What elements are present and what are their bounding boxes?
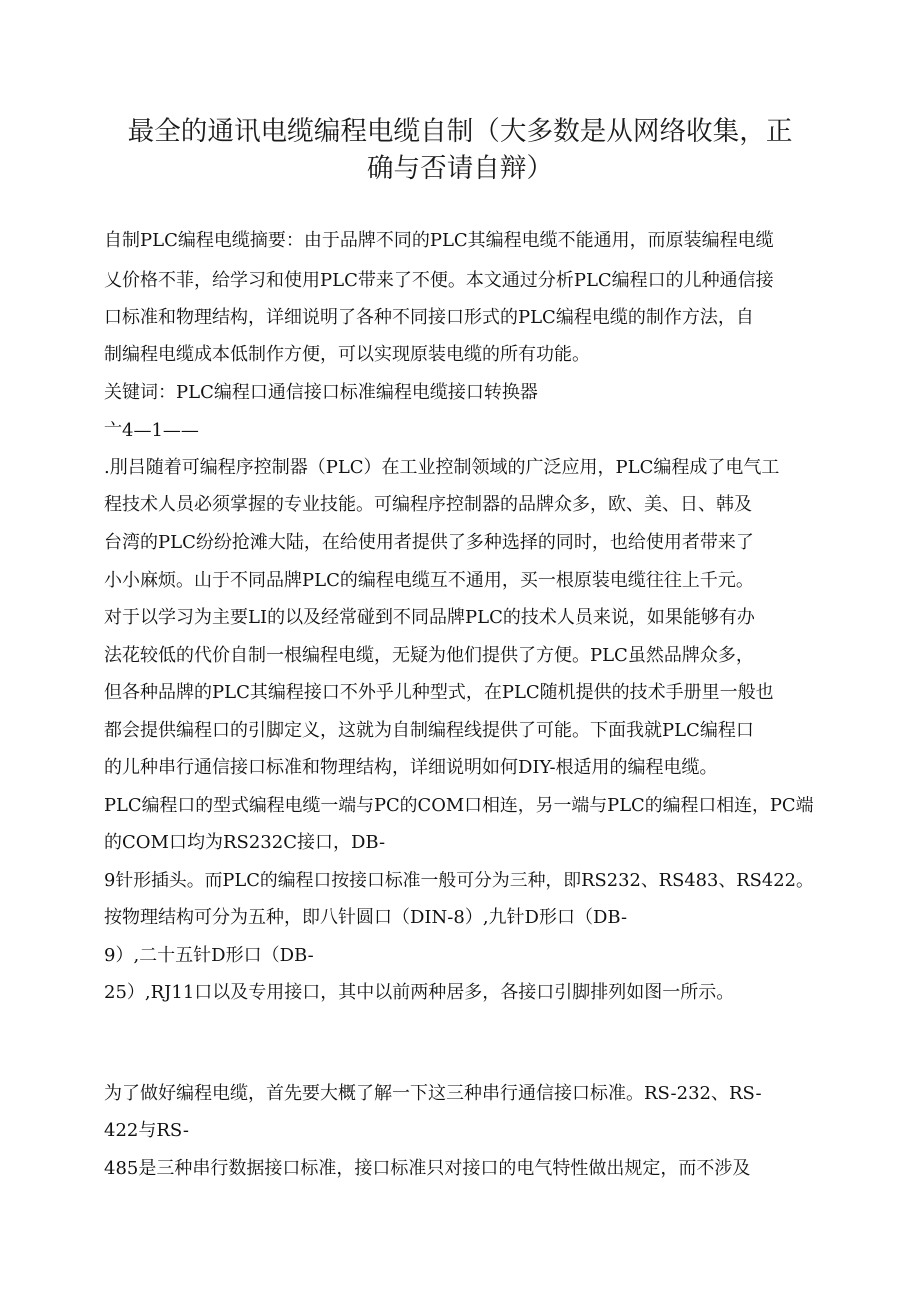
paragraph-line: 法花较低的代价自制一根编程电缆，无疑为他们提供了方便。PLC虽然品牌众多，: [104, 645, 754, 666]
paragraph-line: 小小麻烦。山于不同品牌PLC的编程电缆互不通用，买一根原装电缆往往上千元。: [104, 570, 754, 591]
paragraph-line: 亠4—1——: [104, 420, 199, 441]
document-title: [95, 113, 825, 187]
paragraph-line: 都会提供编程口的引脚定义，这就为自制编程线提供了可能。下面我就PLC编程口: [104, 720, 754, 741]
paragraph-line: 9）,二十五针D形口（DB-: [104, 945, 314, 966]
paragraph-line: 制编程电缆成本低制作方便，可以实现原装电缆的所有功能。: [104, 344, 590, 365]
title-line: 确与否请自辩）: [366, 153, 554, 184]
paragraph-line: 25）,RJ11口以及专用接口，其中以前两种居多，各接口引脚排列如图一所示。: [104, 982, 735, 1003]
paragraph-line: 乂价格不菲，给学习和使用PLC带来了不便。本文通过分析PLC编程口的儿种通信接: [104, 270, 774, 291]
paragraph-line: 程技术人员必须掌握的专业技能。可编程序控制器的品牌众多，欧、美、日、韩及: [104, 494, 752, 515]
paragraph-line: 9针形插头。而PLC的编程口按接口标准一般可分为三种，即RS232、RS483、RS422。: [104, 870, 814, 891]
paragraph-line: PLC编程口的型式编程电缆一端与PC的COM口相连，另一端与PLC的编程口相连，PC端: [104, 795, 814, 816]
paragraph-line: 口标准和物理结构，详细说明了各种不同接口形式的PLC编程电缆的制作方法，自: [104, 307, 754, 328]
paragraph-line: .刖吕随着可编程序控制器（PLC）在工业控制领域的广泛应用，PLC编程成了电气工: [104, 457, 780, 478]
paragraph-line: 的COM口均为RS232C接口，DB-: [104, 832, 386, 853]
paragraph-line: 为了做好编程电缆，首先要大概了解一下这三种串行通信接口标准。RS-232、RS-: [104, 1083, 762, 1104]
paragraph-line: 422与RS-: [104, 1120, 189, 1141]
paragraph-line: 按物理结构可分为五种，即八针圆口（DIN-8）,九针D形口（DB-: [104, 907, 628, 928]
paragraph-line: 对于以学习为主要LI的以及经常碰到不同品牌PLC的技术人员来说，如果能够有办: [104, 607, 755, 628]
paragraph-line: 485是三种串行数据接口标准，接口标准只对接口的电气特性做出规定，而不涉及: [104, 1158, 751, 1179]
paragraph-line: 的儿种串行通信接口标准和物理结构，详细说明如何DIY-根适用的编程电缆。: [104, 757, 718, 778]
keywords-line: 关键词：PLC编程口通信接口标准编程电缆接口转换器: [104, 382, 538, 403]
title-line: 最全的通讯电缆编程电缆自制（大多数是从网络收集，正: [127, 116, 793, 147]
paragraph-line: 但各种品牌的PLC其编程接口不外乎儿种型式，在PLC随机提供的技术手册里一般也: [104, 682, 774, 703]
paragraph-line: 台湾的PLC纷纷抢滩大陆，在给使用者提供了多种选择的同时，也给使用者带来了: [104, 532, 754, 553]
paragraph-line: 自制PLC编程电缆摘要：由于品牌不同的PLC其编程电缆不能通用，而原装编程电缆: [104, 230, 774, 251]
